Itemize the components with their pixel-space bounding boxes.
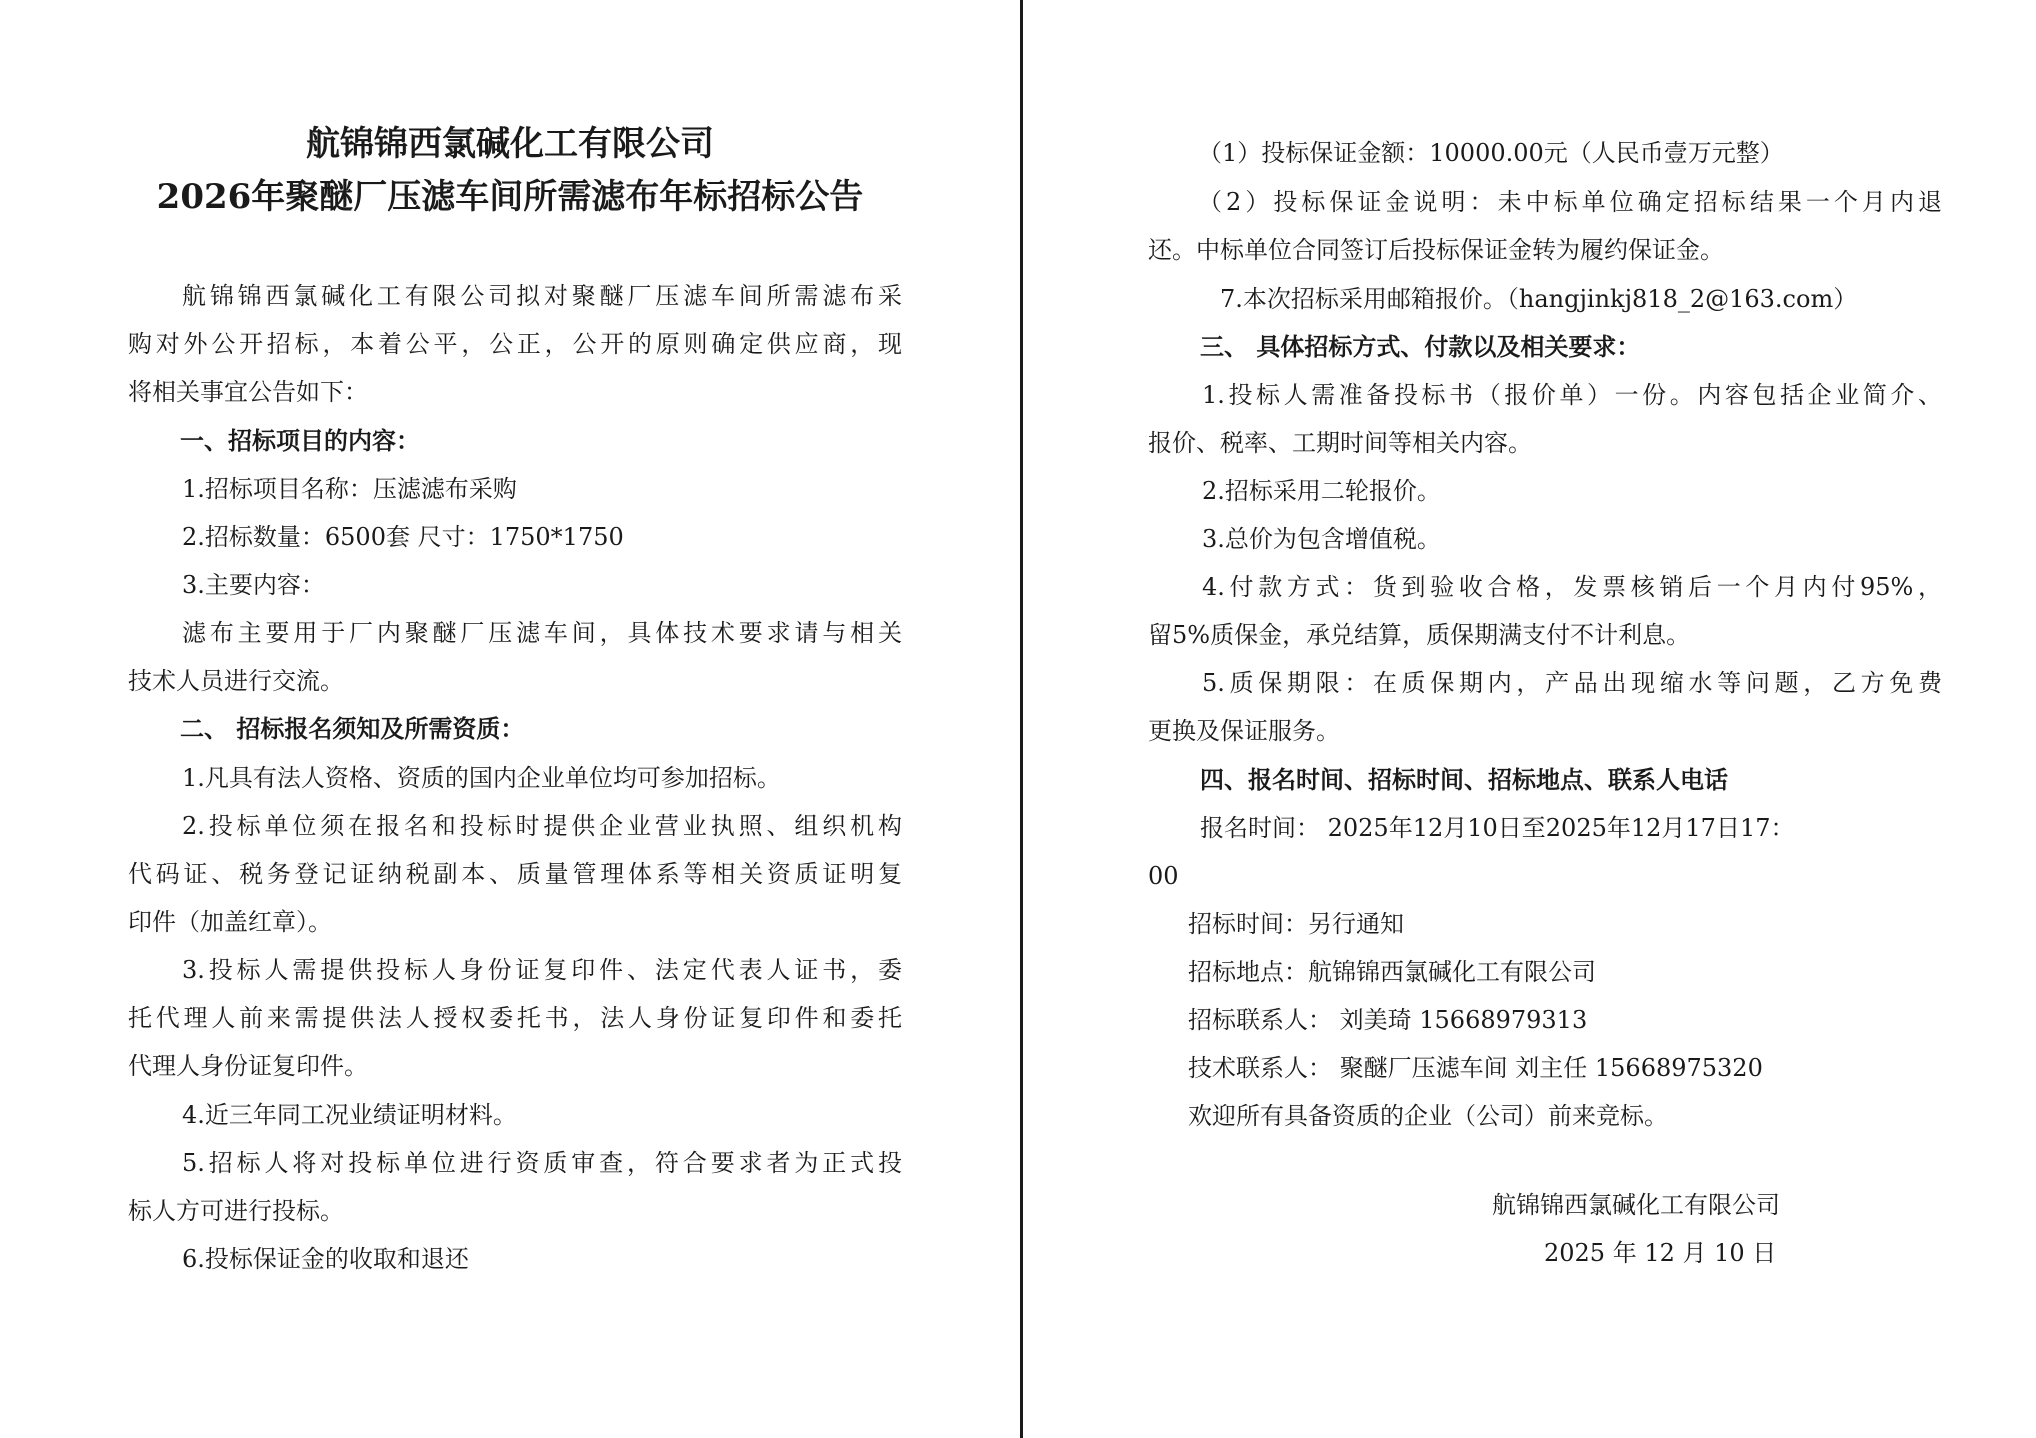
deposit-note-line-1: （2）投标保证金说明：未中标单位确定招标结果一个月内退 [1198, 188, 1942, 216]
section-3-heading: 三、 具体招标方式、付款以及相关要求： [1200, 332, 1641, 361]
requirement-6: 6.投标保证金的收取和退还 [182, 1245, 469, 1273]
requirement-2-line-2: 代码证、税务登记证纳税副本、质量管理体系等相关资质证明复 [128, 860, 902, 888]
method-1-line-2: 报价、税率、工期时间等相关内容。 [1148, 429, 1532, 457]
bid-place: 招标地点：航锦锦西氯碱化工有限公司 [1188, 958, 1596, 986]
signature-date: 2025 年 12 月 10 日 [1544, 1239, 1777, 1267]
registration-time-continued: 00 [1148, 862, 1179, 890]
requirement-5-line-2: 标人方可进行投标。 [128, 1197, 344, 1225]
method-2: 2.招标采用二轮报价。 [1202, 477, 1441, 505]
requirement-2-line-3: 印件（加盖红章）。 [128, 908, 332, 936]
signature-company: 航锦锦西氯碱化工有限公司 [1492, 1191, 1780, 1219]
bid-time: 招标时间：另行通知 [1188, 910, 1404, 938]
technical-contact: 技术联系人： 聚醚厂压滤车间 刘主任 15668975320 [1188, 1054, 1763, 1082]
deposit-amount: （1）投标保证金额：10000.00元（人民币壹万元整） [1198, 139, 1784, 167]
requirement-4: 4.近三年同工况业绩证明材料。 [182, 1101, 517, 1129]
item-main-content: 3.主要内容： [182, 571, 325, 599]
section-4-heading: 四、报名时间、招标时间、招标地点、联系人电话 [1200, 765, 1728, 794]
method-1-line-1: 1.投标人需准备投标书（报价单）一份。内容包括企业简介、 [1202, 381, 1942, 409]
intro-line-1: 航锦锦西氯碱化工有限公司拟对聚醚厂压滤车间所需滤布采 [182, 282, 902, 310]
content-line-2: 技术人员进行交流。 [128, 667, 344, 695]
deposit-note-line-2: 还。中标单位合同签订后投标保证金转为履约保证金。 [1148, 236, 1724, 264]
method-3: 3.总价为包含增值税。 [1202, 525, 1441, 553]
announcement-title-company: 航锦锦西氯碱化工有限公司 [306, 124, 714, 164]
bid-contact: 招标联系人： 刘美琦 15668979313 [1188, 1006, 1588, 1034]
announcement-title: 2026年聚醚厂压滤车间所需滤布年标招标公告 [156, 177, 864, 217]
welcome-note: 欢迎所有具备资质的企业（公司）前来竞标。 [1188, 1102, 1668, 1130]
requirement-3-line-2: 托代理人前来需提供法人授权委托书，法人身份证复印件和委托 [128, 1004, 902, 1032]
requirement-1: 1.凡具有法人资格、资质的国内企业单位均可参加招标。 [182, 764, 781, 792]
requirement-5-line-1: 5.招标人将对投标单位进行资质审查，符合要求者为正式投 [182, 1149, 902, 1177]
intro-line-2: 购对外公开招标，本着公平，公正，公开的原则确定供应商，现 [128, 330, 902, 358]
content-line-1: 滤布主要用于厂内聚醚厂压滤车间，具体技术要求请与相关 [182, 619, 902, 647]
section-1-heading: 一、招标项目的内容： [180, 426, 420, 455]
requirement-3-line-1: 3.投标人需提供投标人身份证复印件、法定代表人证书，委 [182, 956, 902, 984]
item-quantity-size: 2.招标数量：6500套 尺寸：1750*1750 [182, 523, 624, 551]
requirement-3-line-3: 代理人身份证复印件。 [128, 1052, 368, 1080]
method-4-line-2: 留5%质保金，承兑结算，质保期满支付不计利息。 [1148, 621, 1691, 649]
method-5-line-1: 5.质保期限：在质保期内，产品出现缩水等问题，乙方免费 [1202, 669, 1942, 697]
requirement-2-line-1: 2.投标单位须在报名和投标时提供企业营业执照、组织机构 [182, 812, 902, 840]
right-page [1024, 0, 2036, 1438]
item-project-name: 1.招标项目名称：压滤滤布采购 [182, 475, 517, 503]
page-divider [1020, 0, 1023, 1438]
intro-line-3: 将相关事宜公告如下： [128, 378, 368, 406]
method-5-line-2: 更换及保证服务。 [1148, 717, 1340, 745]
section-2-heading: 二、 招标报名须知及所需资质： [180, 714, 525, 743]
method-4-line-1: 4.付款方式：货到验收合格，发票核销后一个月内付95%， [1202, 573, 1942, 601]
requirement-7-email: 7.本次招标采用邮箱报价。（hangjinkj818_2@163.com） [1220, 285, 1858, 313]
registration-time: 报名时间： 2025年12月10日至2025年12月17日17： [1200, 814, 1795, 842]
